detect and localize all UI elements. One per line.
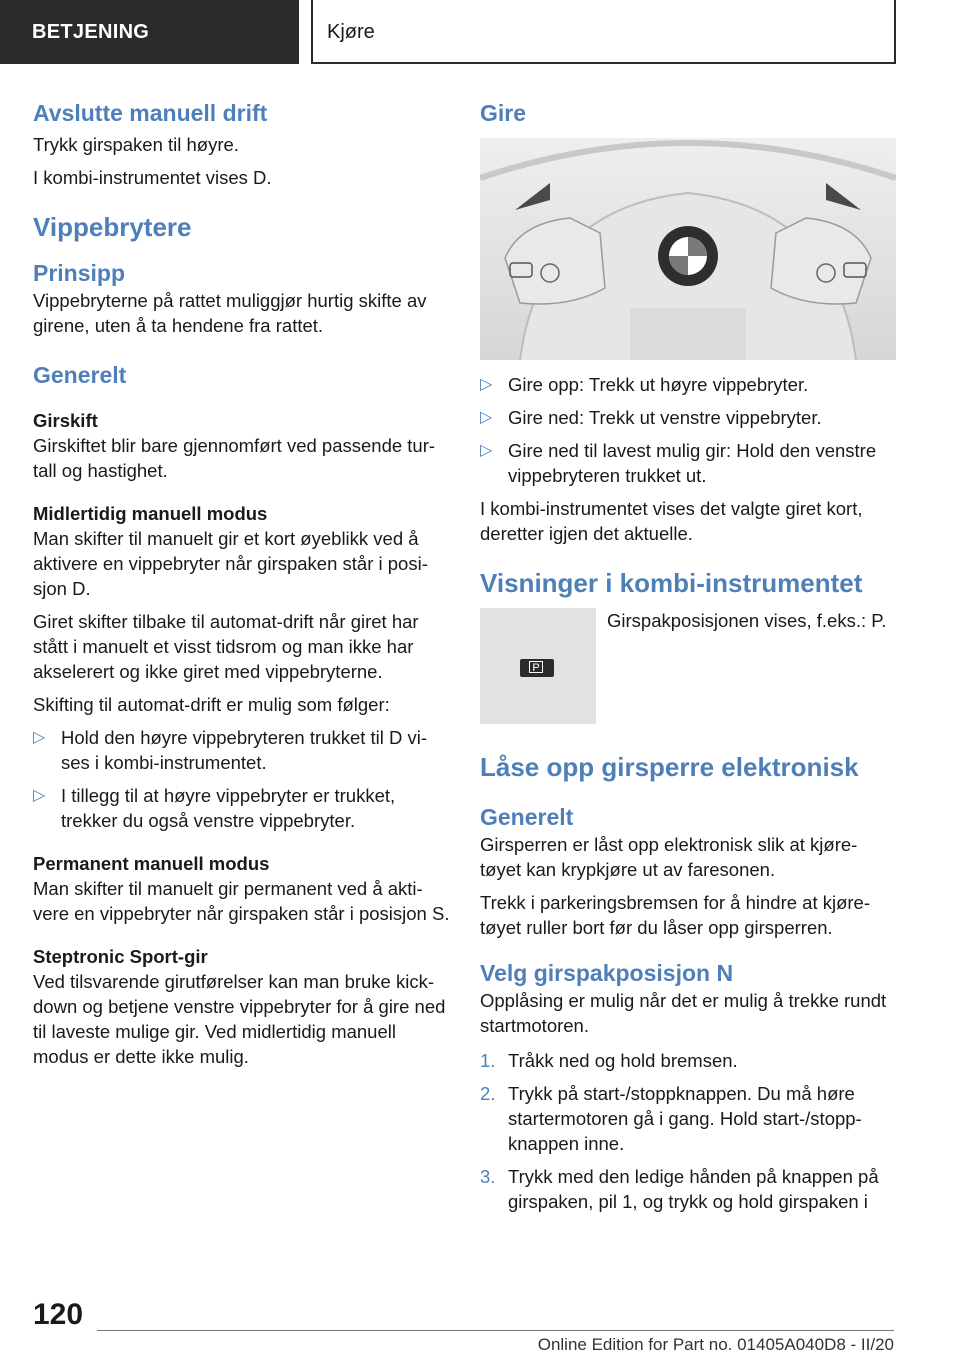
header-section: BETJENING — [0, 0, 299, 64]
subheading-midlertidig: Midlertidig manuell modus — [33, 503, 268, 524]
list-item-text: Gire ned til lavest mulig gir: Hold den venstre vippebryteren trukket ut. — [508, 440, 877, 486]
paragraph: Giret skifter tilbake til automat-drift når giret har stått i manuelt et visst tidsrom og man ikke har akselerert og ikke giret med vippebryterne. — [33, 611, 419, 682]
paragraph: Vippebryterne på rattet muliggjør hurtig skifte av girene, uten å ta hendene fra rattet. — [33, 290, 427, 336]
heading-laase: Låse opp girsperre elektronisk — [480, 752, 859, 782]
step-number: 2. — [480, 1083, 496, 1104]
heading-velg: Velg girspakposisjon N — [480, 960, 734, 986]
list-item-text: I tillegg til at høyre vippebryter er trukket, trekker du også venstre vippebryter. — [61, 785, 396, 831]
list-item-text: Gire ned: Trekk ut venstre vippebryter. — [508, 407, 822, 428]
display-example — [480, 608, 898, 726]
paragraph: Ved tilsvarende girutførelser kan man bruke kick-down og betjene venstre vippebryter for å gire ned til laveste mulige gir. Ved midlertidig manuell modus er dette ikke mulig. — [33, 971, 446, 1067]
cluster-display-image — [480, 608, 596, 724]
paragraph: Trekk i parkeringsbremsen for å hindre at kjøre-tøyet ruller bort før du låser opp girsperren. — [480, 892, 871, 938]
gear-indicator-icon — [520, 659, 554, 677]
numbered-list — [480, 1048, 898, 1214]
paragraph: I kombi-instrumentet vises D. — [33, 167, 272, 188]
paragraph: Man skifter til manuelt gir et kort øyeblikk ved å aktivere en vippebryter når girspaken står i posi-sjon D. — [33, 528, 428, 599]
triangle-right-icon: ▷ — [33, 729, 46, 746]
triangle-right-icon: ▷ — [480, 442, 493, 459]
paragraph: Girspakposisjonen vises, f.eks.: P. — [607, 610, 887, 631]
page-number: 120 — [33, 1298, 84, 1331]
paragraph: Girskiftet blir bare gjennomført ved passende tur-tall og hastighet. — [33, 435, 436, 481]
bullet-list — [480, 372, 898, 488]
list-item — [33, 725, 451, 775]
paragraph: I kombi-instrumentet vises det valgte giret kort, deretter igjen det aktuelle. — [480, 498, 863, 544]
gear-letter: P — [529, 661, 543, 673]
list-item-text: Trykk med den ledige hånden på knappen på girspaken, pil 1, og trykk og hold girspaken i — [508, 1166, 879, 1212]
paragraph: Man skifter til manuelt gir permanent ved å akti-vere en vippebryter når girspaken står i posisjon S. — [33, 878, 450, 924]
paragraph: Girsperren er låst opp elektronisk slik at kjøre-tøyet kan krypkjøre ut av faresonen. — [480, 834, 858, 880]
list-item — [480, 405, 898, 430]
list-item — [33, 783, 451, 833]
list-item-text: Trykk på start-/stoppknappen. Du må høre startermotoren gå i gang. Hold start-/stopp-knappen inne. — [508, 1083, 862, 1154]
footer-edition: Online Edition for Part no. 01405A040D8 - II/20 — [537, 1335, 894, 1354]
list-item-text: Hold den høyre vippebryteren trukket til D vi-ses i kombi-instrumentet. — [61, 727, 428, 773]
step-number: 1. — [480, 1050, 496, 1071]
steering-wheel-image — [480, 138, 896, 360]
heading-visninger: Visninger i kombi-instrumentet — [480, 568, 863, 598]
subheading-steptronic: Steptronic Sport-gir — [33, 946, 208, 967]
paragraph: Skifting til automat-drift er mulig som følger: — [33, 694, 390, 715]
right-column — [480, 98, 898, 1222]
heading-generelt: Generelt — [33, 362, 127, 388]
bullet-list — [33, 725, 451, 833]
subheading-girskift: Girskift — [33, 410, 98, 431]
list-item-text: Gire opp: Trekk ut høyre vippebryter. — [508, 374, 809, 395]
footer-divider — [97, 1330, 894, 1331]
step-number: 3. — [480, 1166, 496, 1187]
paragraph: Opplåsing er mulig når det er mulig å trekke rundt startmotoren. — [480, 990, 887, 1036]
heading-gire: Gire — [480, 100, 527, 126]
header-chapter: Kjøre — [311, 0, 896, 64]
left-column — [33, 98, 451, 1077]
heading-vippebrytere: Vippebrytere — [33, 212, 192, 242]
list-item-text: Tråkk ned og hold bremsen. — [508, 1050, 738, 1071]
subheading-permanent: Permanent manuell modus — [33, 853, 270, 874]
paragraph: Trykk girspaken til høyre. — [33, 134, 239, 155]
list-item — [480, 438, 898, 488]
list-item — [480, 1048, 898, 1073]
list-item — [480, 372, 898, 397]
triangle-right-icon: ▷ — [480, 376, 493, 393]
heading-generelt-2: Generelt — [480, 804, 574, 830]
triangle-right-icon: ▷ — [33, 787, 46, 804]
list-item — [480, 1164, 898, 1214]
heading-avslutte: Avslutte manuell drift — [33, 100, 268, 126]
list-item — [480, 1081, 898, 1156]
heading-prinsipp: Prinsipp — [33, 260, 126, 286]
triangle-right-icon: ▷ — [480, 409, 493, 426]
